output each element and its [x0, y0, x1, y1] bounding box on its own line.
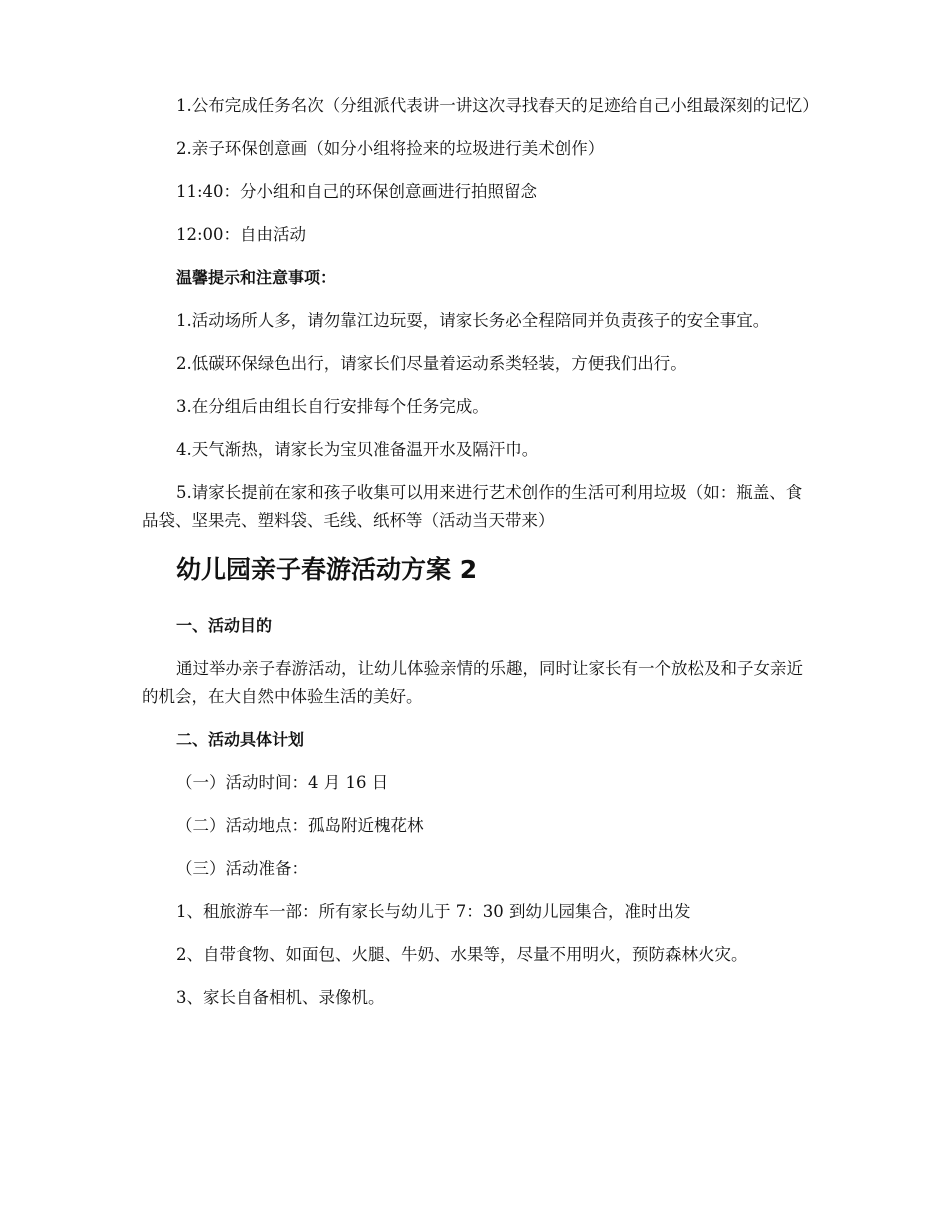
- tip-item: 4.天气渐热，请家长为宝贝准备温开水及隔汗巾。: [176, 440, 539, 459]
- tip-item: 1.活动场所人多，请勿靠江边玩耍，请家长务必全程陪同并负责孩子的安全事宜。: [176, 311, 770, 330]
- document-body: [142, 92, 819, 1027]
- paragraph-photo-time: 11:40：分小组和自己的环保创意画进行拍照留念: [176, 182, 538, 201]
- tip-item: 2.低碳环保绿色出行，请家长们尽量着运动系类轻装，方便我们出行。: [176, 354, 687, 373]
- paragraph-free-time: 12:00：自由活动: [176, 225, 307, 244]
- plan-place: （二）活动地点：孤岛附近槐花林: [176, 816, 424, 835]
- section-title: 幼儿园亲子春游活动方案 2: [176, 555, 478, 584]
- plan-prep: （三）活动准备：: [176, 859, 308, 878]
- prep-item: 3、家长自备相机、录像机。: [176, 988, 385, 1007]
- prep-item: 2、自带食物、如面包、火腿、牛奶、水果等，尽量不用明火，预防森林火灾。: [176, 945, 748, 964]
- purpose-heading: 一、活动目的: [176, 616, 273, 635]
- paragraph-eco-painting: 2.亲子环保创意画（如分小组将捡来的垃圾进行美术创作）: [176, 139, 605, 158]
- tip-item: 5.请家长提前在家和孩子收集可以用来进行艺术创作的生活可利用垃圾（如：瓶盖、食品袋、坚果壳、塑料袋、毛线、纸杯等（活动当天带来）: [142, 483, 803, 530]
- tip-item: 3.在分组后由组长自行安排每个任务完成。: [176, 397, 489, 416]
- paragraph-task-ranking: 1.公布完成任务名次（分组派代表讲一讲这次寻找春天的足迹给自己小组最深刻的记忆）: [176, 96, 819, 115]
- prep-item: 1、租旅游车一部：所有家长与幼儿于 7：30 到幼儿园集合，准时出发: [176, 902, 691, 921]
- plan-heading: 二、活动具体计划: [176, 730, 305, 749]
- plan-time: （一）活动时间：4 月 16 日: [176, 773, 389, 792]
- purpose-text: 通过举办亲子春游活动，让幼儿体验亲情的乐趣，同时让家长有一个放松及和子女亲近的机会，在大自然中体验生活的美好。: [142, 659, 803, 706]
- tips-heading: 温馨提示和注意事项：: [176, 268, 337, 287]
